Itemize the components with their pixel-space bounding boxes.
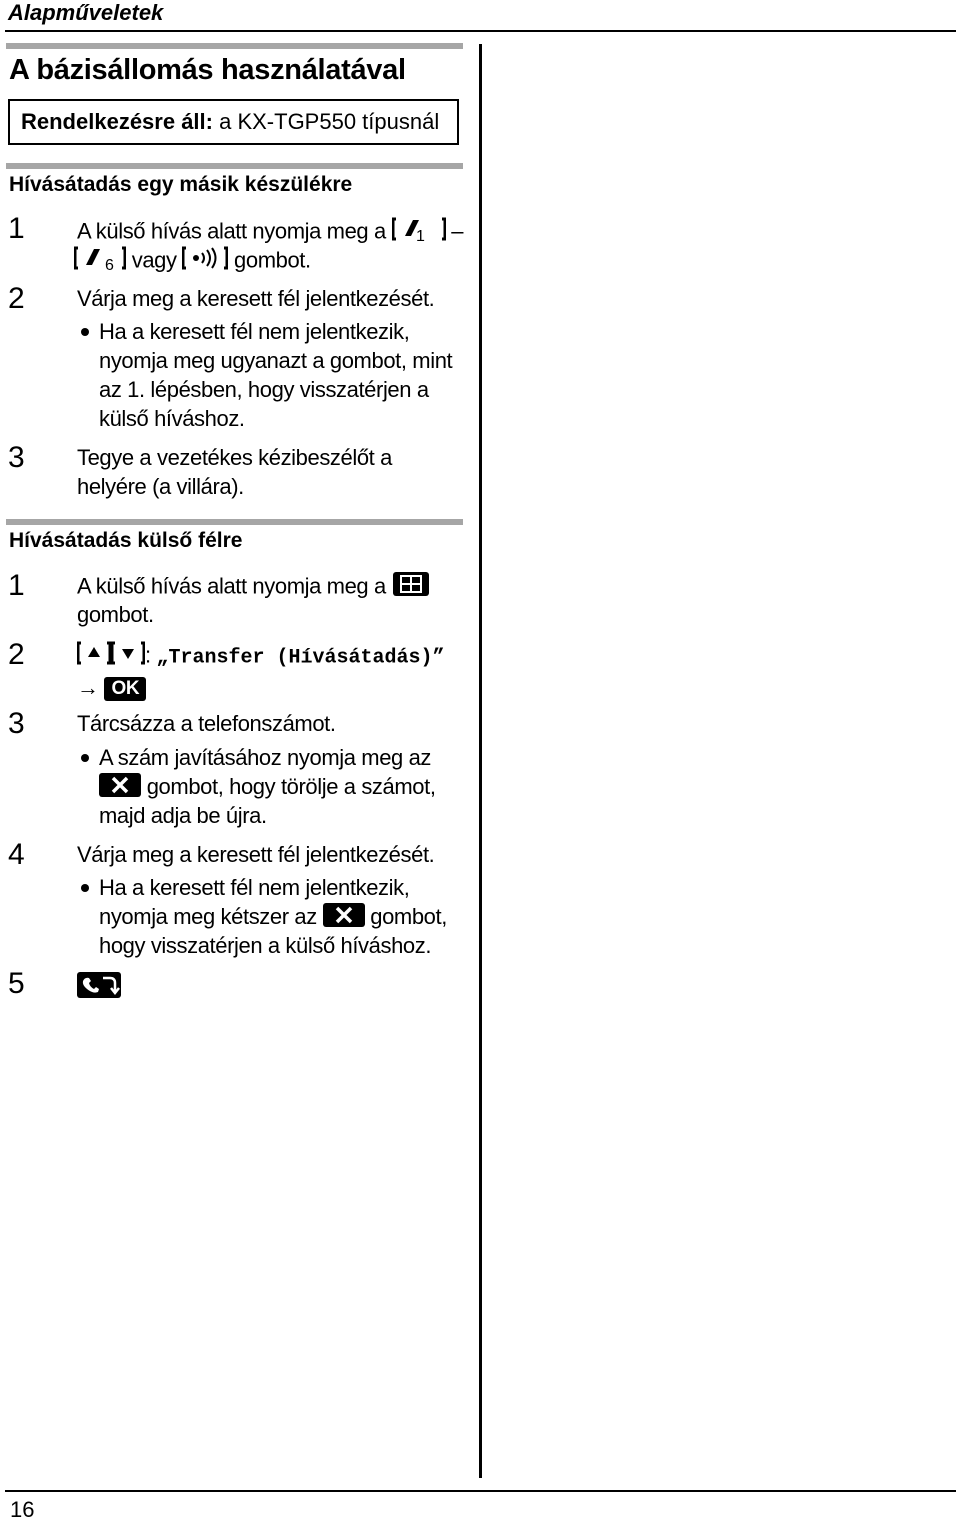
- bullet-text: az 1. lépésben, hogy visszatérjen a: [99, 377, 429, 402]
- bullet-text: Ha a keresett fél nem jelentkezik,: [99, 875, 410, 900]
- step-number: 3: [8, 707, 25, 740]
- bullet-dot: [81, 328, 89, 336]
- step-text: gombot.: [77, 602, 154, 627]
- section-bar-2: [6, 519, 463, 525]
- step-text: A külső hívás alatt nyomja meg a: [77, 571, 430, 604]
- line-key-icon: [74, 245, 126, 278]
- page-number: 16: [10, 1497, 35, 1522]
- step-number: 1: [8, 212, 25, 245]
- bullet-text: hogy visszatérjen a külső híváshoz.: [99, 933, 432, 958]
- section-bar-1: [6, 163, 463, 169]
- step-text: A külső hívás alatt nyomja meg a 1 –: [77, 216, 463, 249]
- step-number: 2: [8, 638, 25, 671]
- footer-rule: [5, 1490, 956, 1492]
- bullet-dot: [81, 754, 89, 762]
- availability-text: [21, 109, 439, 135]
- section-heading-transfer-outside: Hívásátadás külső félre: [9, 529, 243, 552]
- ok-key-icon: OK: [104, 677, 146, 701]
- step-number: 3: [8, 441, 25, 474]
- step-text: helyére (a villára).: [77, 474, 244, 499]
- transfer-key-icon: [77, 972, 121, 1005]
- page-title: A bázisállomás használatával: [9, 54, 406, 86]
- menu-item-transfer: „Transfer (Hívásátadás)”: [156, 646, 445, 670]
- availability-value: a KX-TGP550 típusnál: [219, 109, 440, 134]
- bullet-text: Ha a keresett fél nem jelentkezik,: [99, 319, 410, 344]
- step-text: : „Transfer (Hívásátadás)”: [77, 640, 444, 673]
- intercom-key-icon: [182, 245, 228, 278]
- bullet-dot: [81, 884, 89, 892]
- step-text: Tárcsázza a telefonszámot.: [77, 711, 336, 736]
- bullet-text: gombot, hogy törölje a számot,: [99, 772, 436, 804]
- bullet-text: A szám javításához nyomja meg az: [99, 745, 432, 770]
- step-text: Várja meg a keresett fél jelentkezését.: [77, 286, 435, 311]
- bullet-text: majd adja be újra.: [99, 803, 267, 828]
- step-text: Tegye a vezetékes kézibeszélőt a: [77, 445, 392, 470]
- step-text-line2: 6 vagy gombot.: [77, 245, 311, 278]
- availability-box: [8, 99, 459, 145]
- title-bar: [6, 43, 463, 49]
- bullet-text: nyomja meg kétszer az gombot,: [99, 902, 447, 934]
- step-text: [77, 972, 121, 1005]
- clear-key-icon: [323, 903, 365, 934]
- step-number: 1: [8, 569, 25, 602]
- menu-key-icon: [392, 571, 430, 604]
- section-heading-transfer-handset: Hívásátadás egy másik készülékre: [9, 173, 353, 196]
- bullet-text: nyomja meg ugyanazt a gombot, mint: [99, 348, 453, 373]
- clear-key-icon: [99, 773, 141, 804]
- availability-label: Rendelkezésre áll:: [21, 109, 213, 134]
- section-header-title: Alapműveletek: [8, 0, 164, 25]
- step-number: 5: [8, 967, 25, 1000]
- step-number: 4: [8, 838, 25, 871]
- down-key-icon: [111, 640, 145, 673]
- step-text: Várja meg a keresett fél jelentkezését.: [77, 842, 435, 867]
- up-key-icon: [77, 640, 111, 673]
- step-number: 2: [8, 282, 25, 315]
- bullet-text: külső híváshoz.: [99, 406, 245, 431]
- step-text: → OK: [77, 673, 146, 702]
